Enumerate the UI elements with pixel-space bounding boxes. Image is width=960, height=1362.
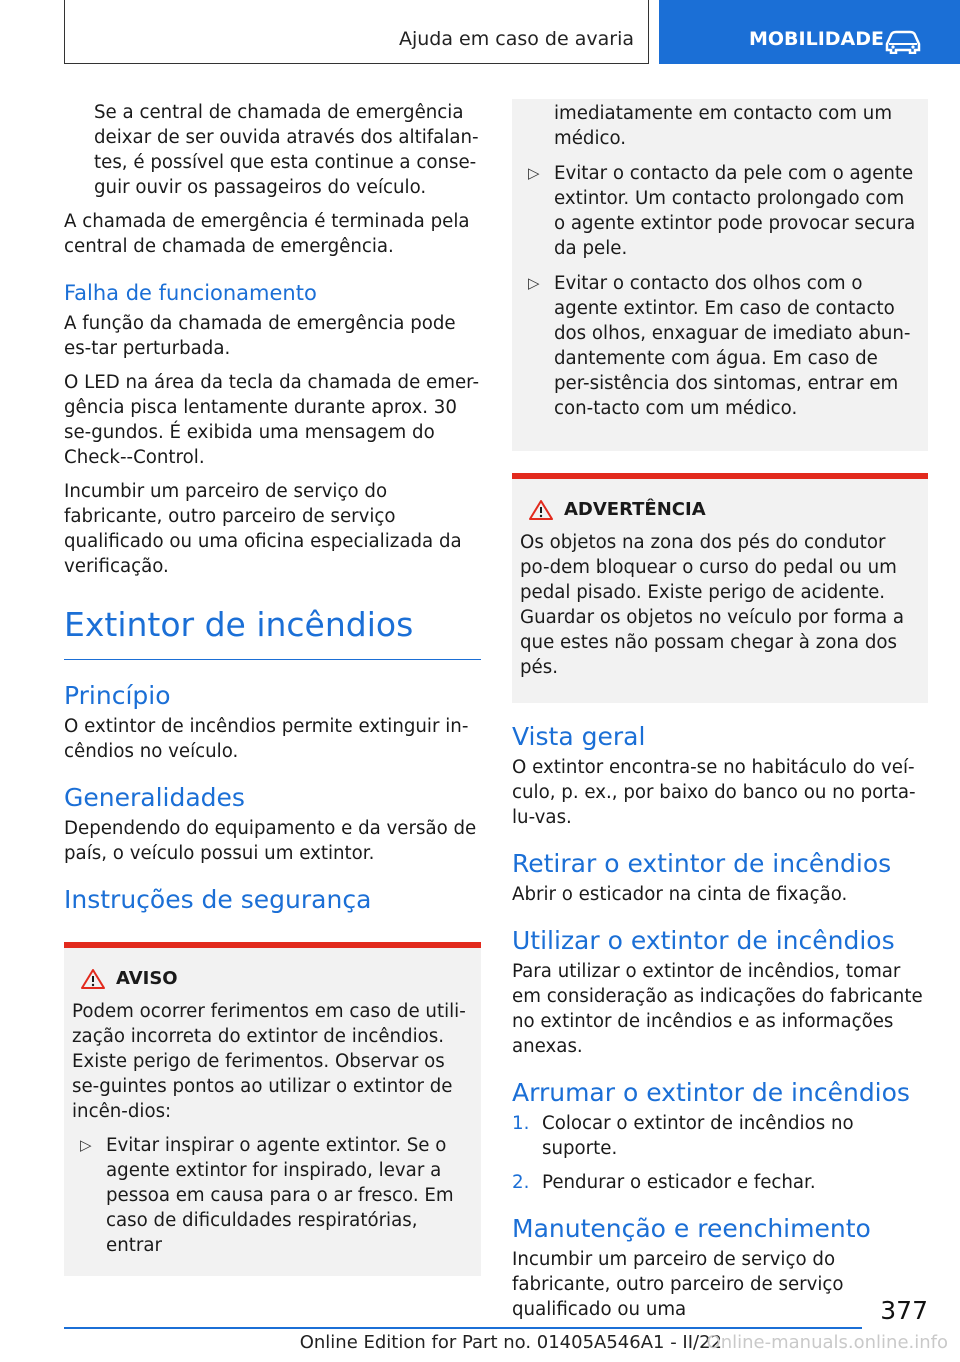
list-item: ▷ Evitar o contacto dos olhos com o agente extintor. Em caso de contacto dos olhos, enxaguar de imediato abun-dantemente com água. Em caso de per-sistência dos sintomas, entrar em con-tacto com um médico. [528,273,911,419]
list-item: 2. Pendurar o esticador e fechar. [512,1172,816,1193]
paragraph: A chamada de emergência é terminada pela central de chamada de emergência. [64,211,470,257]
list-item: ▷ Evitar o contacto da pele com o agente extintor. Um contacto prolongado com o agente extintor pode provocar secura da pele. [528,163,916,259]
bullet-marker-icon: ▷ [80,1136,92,1154]
paragraph: O extintor encontra-se no habitáculo do veí-culo, p. ex., por baixo do banco ou no porta-lu-vas. [512,757,916,828]
warning-text: Podem ocorrer ferimentos em caso de utili-zação incorreta do extintor de incêndios. Existe perigo de ferimentos. Observar os se-guintes pontos ao utilizar o extintor de incên-dios: [72,1001,466,1122]
bullet-list [72,1133,471,1258]
paragraph: Abrir o esticador na cinta de fixação. [512,884,848,905]
heading-instrucoes: Instruções de segurança [64,885,372,914]
bullet-list [520,101,918,421]
warning-triangle-icon [528,499,554,521]
paragraph: Incumbir um parceiro de serviço do fabricante, outro parceiro de serviço qualificado ou uma oficina especializada da verificação. [64,481,462,577]
paragraph: Se a central de chamada de emergência deixar de ser ouvida através dos altifalan-tes, é possível que esta continue a conse-guir ouvir os passageiros do veículo. [94,102,479,198]
warning-triangle-icon [80,968,106,990]
heading-principio: Princípio [64,681,171,710]
paragraph: Para utilizar o extintor de incêndios, tomar em consideração as indicações do fabricante no extintor de incêndios e as informações anexas. [512,961,923,1057]
paragraph: Incumbir um parceiro de serviço do fabricante, outro parceiro de serviço qualificado ou uma [512,1249,844,1320]
heading-manutencao: Manutenção e reenchimento [512,1214,871,1243]
list-item: ▷ Evitar inspirar o agente extintor. Se o agente extintor for inspirado, levar a pessoa em causa para o ar fresco. Em caso de dificuldades respiratórias, entrar [80,1135,454,1256]
footer-edition: Online Edition for Part no. 01405A546A1 - II/22 [299,1332,722,1353]
warning-box-advertencia [512,473,928,703]
watermark: Online-manuals.online.info [706,1332,948,1353]
heading-retirar: Retirar o extintor de incêndios [512,849,892,878]
subheading-falha: Falha de funcionamento [64,281,317,305]
header-section-tab [64,0,649,64]
paragraph: O extintor de incêndios permite extinguir in-cêndios no veículo. [64,716,469,762]
left-column [64,100,481,1276]
header-section-title: Ajuda em caso de avaria [398,28,634,50]
car-icon [883,28,923,54]
page-number: 377 [880,1296,928,1325]
warning-text: Os objetos na zona dos pés do condutor po-dem bloquear o curso do pedal ou um pedal pisado. Existe perigo de acidente. Guardar os objetos no veículo por forma a que estes não possam chegar à zona dos pés. [520,532,905,678]
heading-generalidades: Generalidades [64,783,245,812]
bullet-marker-icon: ▷ [528,274,540,292]
paragraph: O LED na área da tecla da chamada de emer-gência pisca lentamente durante aprox. 30 se-gundos. É exibida uma mensagem do Check--Control. [64,372,480,468]
right-column [512,100,928,1331]
warning-box-aviso [64,942,481,1276]
header-chapter-title: MOBILIDADE [749,28,885,50]
chapter-heading: Extintor de incêndios [64,605,481,660]
warning-title: AVISO [80,966,471,991]
footer-divider [64,1327,862,1329]
paragraph: A função da chamada de emergência pode es-tar perturbada. [64,313,456,359]
warning-title: ADVERTÊNCIA [528,497,918,522]
bullet-marker-icon: ▷ [528,164,540,182]
heading-utilizar: Utilizar o extintor de incêndios [512,926,895,955]
list-item: 1. Colocar o extintor de incêndios no suporte. [512,1113,854,1159]
warning-box-aviso-continued [512,99,928,451]
list-item-continued: imediatamente em contacto com um médico. [554,103,893,149]
heading-arrumar: Arrumar o extintor de incêndios [512,1078,910,1107]
heading-vista: Vista geral [512,722,646,751]
steps-list [512,1111,928,1195]
paragraph: Dependendo do equipamento e da versão de país, o veículo possui um extintor. [64,818,477,864]
